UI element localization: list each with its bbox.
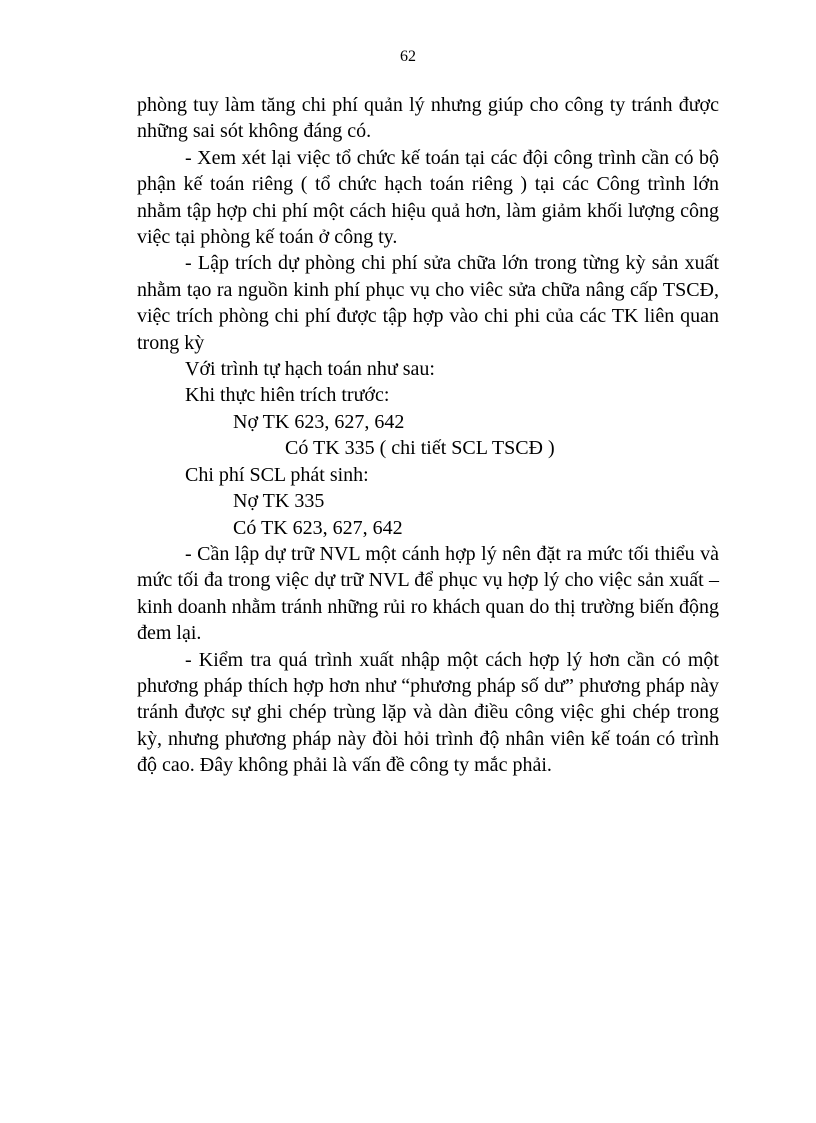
paragraph-accounting-organization: - Xem xét lại việc tổ chức kế toán tại các đội công trình cần có bộ phận kế toán riêng ( tổ chức hạch toán riêng ) tại các Công trình lớn nhằm tập hợp chi phí một cách hiệu quả hơn, làm giảm khối lượng công việc tại phòng kế toán ở công ty.: [137, 146, 719, 249]
paragraph-material-reserve: - Cần lập dự trữ NVL một cánh hợp lý nên đặt ra mức tối thiểu và mức tối đa trong việc dự trữ NVL để phục vụ hợp lý cho việc sản xuất – kinh doanh nhằm tránh những rủi ro khách quan do thị trường biến động đem lại.: [137, 542, 719, 645]
accrual-heading: Khi thực hiên trích trước:: [185, 384, 390, 407]
incurred-debit-entry: Nợ TK 335: [233, 490, 325, 513]
paragraph-continuation: phòng tuy làm tăng chi phí quản lý nhưng giúp cho công ty tránh được những sai sót không đáng có.: [137, 94, 719, 143]
document-body: [137, 92, 719, 779]
accrual-credit-entry: Có TK 335 ( chi tiết SCL TSCĐ ): [285, 437, 555, 460]
page-number: 62: [400, 48, 416, 65]
accrual-debit-entry: Nợ TK 623, 627, 642: [233, 410, 405, 433]
paragraph-inventory-method: - Kiểm tra quá trình xuất nhập một cách hợp lý hơn cần có một phương pháp thích hợp hơn như “phương pháp số dư” phương pháp này tránh được sự ghi chép trùng lặp và dàn điều công việc ghi chép trong kỳ, nhưng phương pháp này đòi hỏi trình độ nhân viên kế toán có trình độ cao. Đây không phải là vấn đề công ty mắc phải.: [137, 648, 719, 777]
incurred-credit-entry: Có TK 623, 627, 642: [233, 516, 403, 539]
procedure-intro: Với trình tự hạch toán như sau:: [185, 358, 435, 381]
incurred-heading: Chi phí SCL phát sinh:: [185, 463, 369, 486]
paragraph-repair-provision: - Lập trích dự phòng chi phí sửa chữa lớn trong từng kỳ sản xuất nhằm tạo ra nguồn kinh phí phục vụ cho viêc sửa chữa nâng cấp TSCĐ, việc trích phòng chi phí được tập hợp vào chi phi của các TK liên quan trong kỳ: [137, 252, 719, 354]
